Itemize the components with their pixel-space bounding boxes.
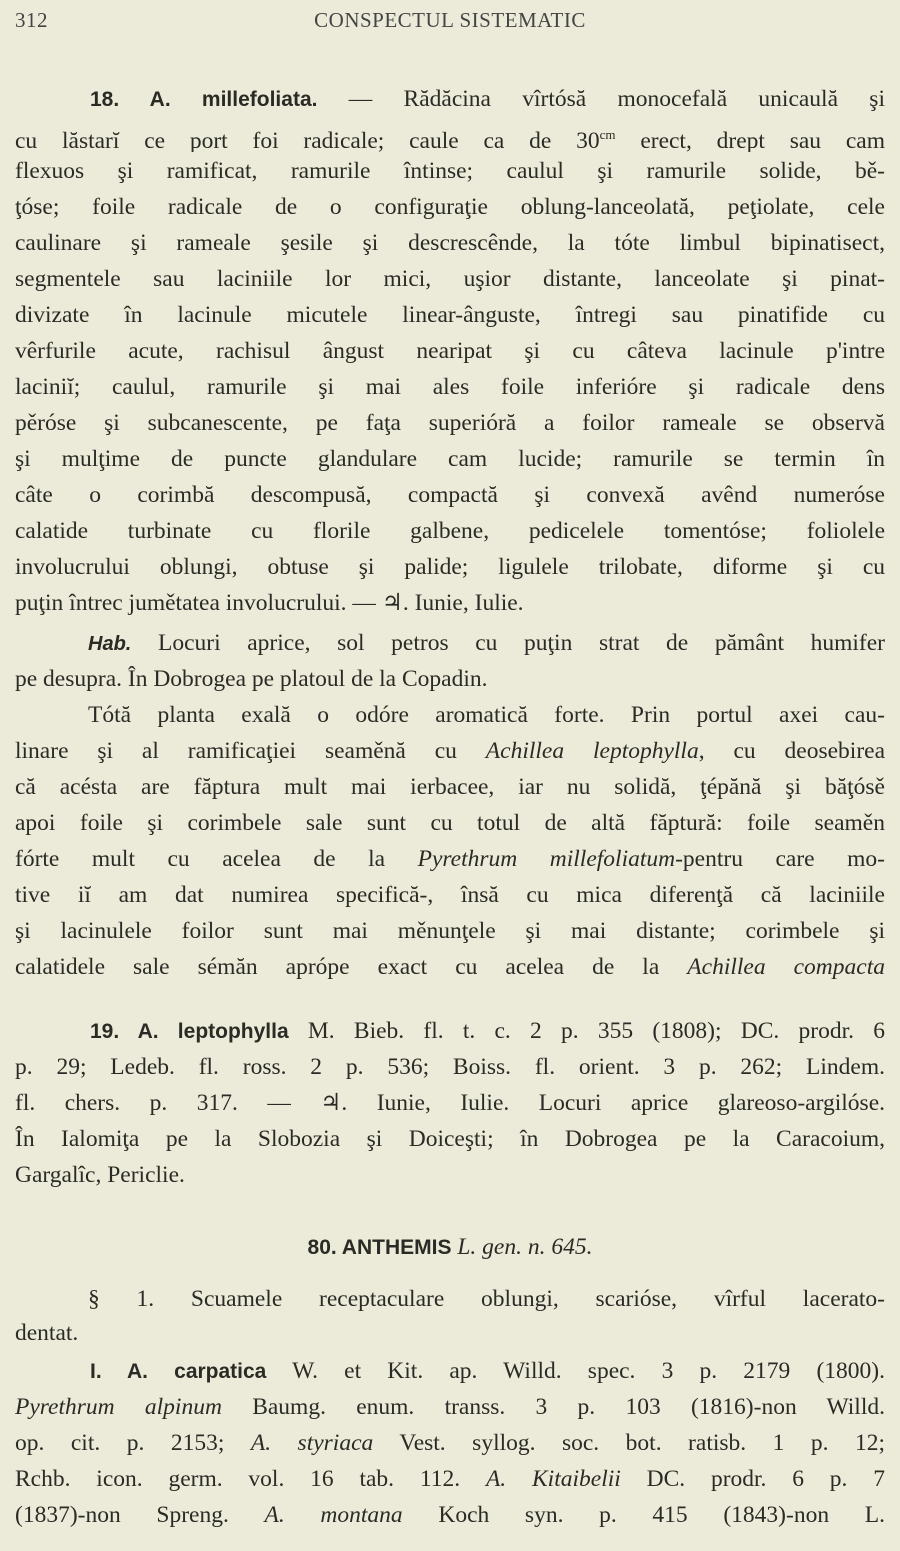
text-run: Vest. syllog. soc. bot. ratisb. 1 p. 12; [373,1430,885,1456]
text-run: — Rădăcina vîrtósă monocefală unicaulă şi [317,86,885,112]
text-line [15,1124,885,1156]
text-line [90,84,885,116]
text-line [15,1088,885,1120]
text-run: divizate în lacinule micutele linear-ânguste, întregi sau pinatifide cu [15,302,885,328]
text-run: dentat. [15,1320,79,1346]
entry-heading: I. A. carpatica [90,1360,267,1383]
text-run: tive iĭ am dat numirea specifică-, însă cu mica diferenţă că laciniile [15,882,885,908]
text-line [15,952,885,984]
text-run: erect, drept sau cam [615,127,885,152]
text-run: Locuri aprice, sol petros cu puţin strat de pământ humifer [131,630,885,656]
text-run: -pentru care mo- [675,846,885,872]
text-line [15,264,885,296]
text-line [15,516,885,548]
text-run: Rchb. icon. germ. vol. 16 tab. 112. [15,1466,486,1492]
text-line [15,1052,885,1084]
text-line [15,844,885,876]
italic-text: L. gen. n. 645. [457,1234,593,1260]
text-run: vêrfurile acute, rachisul ângust nearipat şi cu câteva lacinule p'intre [15,338,885,364]
text-run: Tótă planta exală o odóre aromatică forte. Prin portul axei cau- [88,702,885,728]
text-run: laciniĭ; caulul, ramurile şi mai ales foile inferióre şi radicale dens [15,374,885,400]
habitat-label: Hab. [88,633,132,655]
text-line [15,1318,885,1350]
italic-text: A. styriaca [250,1430,374,1456]
text-run: p. 29; Ledeb. fl. ross. 2 p. 536; Boiss. fl. orient. 3 p. 262; Lindem. [15,1054,885,1080]
text-run: segmentele sau laciniile lor mici, uşior distante, lanceolate şi pinat- [15,266,885,292]
text-run: Gargalîc, Periclie. [15,1162,185,1188]
text-run: pěróse şi subcanescente, pe faţa superióră a foilor rameale se observă [15,410,885,436]
text-line [15,120,885,152]
text-line [90,1016,885,1048]
italic-text: Achillea leptophylla [485,738,699,764]
text-run: şi mulţime de puncte glandulare cam lucide; ramurile se termin în [15,446,885,472]
text-line [15,1160,885,1192]
italic-text: Pyrethrum alpinum [15,1394,222,1420]
italic-text: Pyrethrum millefoliatum [417,846,676,872]
text-run: calatidele sale sémăn aprópe exact cu acelea de la [15,954,688,980]
page-number: 312 [15,8,48,32]
text-run: În Ialomiţa pe la Slobozia şi Doiceşti; în Dobrogea pe la Caracoium, [15,1126,885,1152]
text-run: şi lacinulele foilor sunt mai měnunţele şi mai distante; corimbele şi [15,918,885,944]
text-line [15,156,885,188]
text-line [15,736,885,768]
text-run: calatide turbinate cu florile galbene, pedicelele tomentóse; foliolele [15,518,885,544]
text-line [15,1500,885,1532]
text-line [15,1428,885,1460]
text-run: câte o corimbă descompusă, compactă şi convexă avênd numeróse [15,482,885,508]
text-line [15,1392,885,1424]
text-line [15,588,885,620]
text-run: (1837)-non Spreng. [15,1502,265,1528]
text-run: fl. chers. p. 317. — ♃. Iunie, Iulie. Locuri aprice glareoso-argilóse. [15,1090,885,1116]
text-run: Baumg. enum. transs. 3 p. 103 (1816)-non Willd. [221,1394,885,1420]
entry-heading: 80. ANTHEMIS [307,1236,452,1259]
text-line [15,444,885,476]
text-line [15,880,885,912]
italic-text: A. Kitaibelii [485,1466,621,1492]
text-run: puţin întrec jumětatea involucrului. — ♃. Iunie, Iulie. [15,590,524,616]
text-line [15,552,885,584]
text-line [15,372,885,404]
text-line [15,916,885,948]
italic-text: A. montana [264,1502,403,1528]
text-line [15,772,885,804]
text-run: apoi foile şi corimbele sale sunt cu totul de altă făptură: foile seaměn [15,810,885,836]
text-line [15,1464,885,1496]
text-run: cu lăstarĭ ce port foi radicale; caule ca de 30 [15,127,600,152]
text-run: fórte mult cu acelea de la [15,846,418,872]
text-line [15,336,885,368]
text-run: § 1. Scuamele receptaculare oblungi, scarióse, vîrful lacerato- [88,1286,885,1312]
text-run: , cu deosebirea [698,738,885,764]
text-run: op. cit. p. 2153; [15,1430,251,1456]
entry-heading: 18. A. millefoliata. [90,88,318,111]
text-line [15,228,885,260]
entry-heading: 19. A. leptophylla [90,1020,289,1043]
text-run: caulinare şi rameale şesile şi descrescênde, la tóte limbul bipinatisect, [15,230,885,256]
text-run: DC. prodr. 6 p. 7 [620,1466,885,1492]
text-line [15,664,885,696]
running-title: CONSPECTUL SISTEMATIC [314,8,586,32]
text-run: Koch syn. p. 415 (1843)-non L. [402,1502,885,1528]
text-line [88,700,885,732]
text-line [15,808,885,840]
text-run: pe desupra. În Dobrogea pe platoul de la Copadin. [15,666,488,692]
text-line [88,1284,885,1316]
italic-text: Achillea compacta [687,954,885,980]
text-run: involucrului oblungi, obtuse şi palide; ligulele trilobate, diforme şi cu [15,554,885,580]
text-run: flexuos şi ramificat, ramurile întinse; caulul şi ramurile solide, bě- [15,158,885,184]
text-run: ţóse; foile radicale de o configuraţie oblung-lanceolată, peţiolate, cele [15,194,885,220]
text-line [15,480,885,512]
text-run: W. et Kit. ap. Willd. spec. 3 p. 2179 (1800). [266,1358,885,1384]
text-line [15,1232,885,1264]
text-line [15,408,885,440]
text-run: că acésta are făptura mult mai ierbacee, iar nu solidă, ţépănă şi băţósě [15,774,885,800]
text-line [90,1356,885,1388]
text-line [15,300,885,332]
superscript: cm [599,127,616,142]
text-run: linare şi al ramificaţiei seaměnă cu [15,738,486,764]
text-run: M. Bieb. fl. t. c. 2 p. 355 (1808); DC. prodr. 6 [288,1018,885,1044]
text-line [15,192,885,224]
text-line [88,628,885,660]
